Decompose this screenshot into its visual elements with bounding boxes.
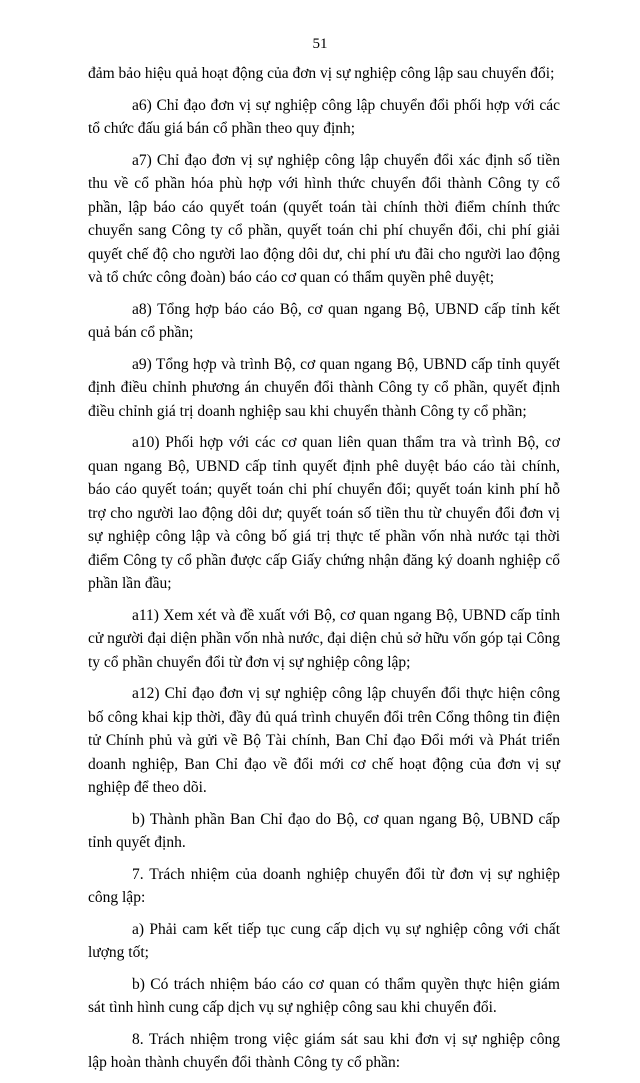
paragraph-a9: a9) Tổng hợp và trình Bộ, cơ quan ngang Bộ, UBND cấp tỉnh quyết định điều chỉnh phương án chuyển đổi thành Công ty cổ phần, quyết định điều chỉnh giá trị doanh nghiệp sau khi chuyển thành Công ty cổ phần; [88, 355, 560, 420]
page-number: 51 [312, 36, 328, 52]
paragraph-a12: a12) Chỉ đạo đơn vị sự nghiệp công lập chuyển đổi thực hiện công bố công khai kịp thời, đầy đủ quá trình chuyển đổi trên Cổng thông tin điện tử Chính phủ và gửi về Bộ Tài chính, Ban Chỉ đạo Đổi mới và Phát triển doanh nghiệp, Ban Chỉ đạo về đổi mới cơ chế hoạt động của đơn vị sự nghiệp để theo dõi. [88, 685, 560, 796]
paragraph-continuation: đảm bảo hiệu quả hoạt động của đơn vị sự nghiệp công lập sau chuyển đổi; [88, 65, 555, 82]
paragraph-7a: a) Phải cam kết tiếp tục cung cấp dịch vụ sự nghiệp công với chất lượng tốt; [88, 920, 560, 961]
paragraph-7b: b) Có trách nhiệm báo cáo cơ quan có thẩm quyền thực hiện giám sát tình hình cung cấp dịch vụ sự nghiệp công sau khi chuyển đổi. [88, 975, 560, 1016]
paragraph-b: b) Thành phần Ban Chỉ đạo do Bộ, cơ quan ngang Bộ, UBND cấp tỉnh quyết định. [88, 810, 560, 851]
paragraph-section-7: 7. Trách nhiệm của doanh nghiệp chuyển đổi từ đơn vị sự nghiệp công lập: [88, 865, 560, 906]
paragraph-a10: a10) Phối hợp với các cơ quan liên quan thẩm tra và trình Bộ, cơ quan ngang Bộ, UBND cấp tỉnh quyết định phê duyệt báo cáo tài chính, báo cáo quyết toán; quyết toán chi phí chuyển đổi; quyết toán kinh phí hỗ trợ cho người lao động dôi dư; quyết toán số tiền thu từ chuyển đổi đơn vị sự nghiệp công lập và công bố giá trị thực tế phần vốn nhà nước tại thời điểm Công ty cổ phần được cấp Giấy chứng nhận đăng ký doanh nghiệp cổ phần lần đầu; [88, 434, 560, 592]
paragraph-a8: a8) Tổng hợp báo cáo Bộ, cơ quan ngang Bộ, UBND cấp tỉnh kết quả bán cổ phần; [88, 300, 560, 341]
paragraph-a7: a7) Chỉ đạo đơn vị sự nghiệp công lập chuyển đổi xác định số tiền thu về cổ phần hóa phù hợp với hình thức chuyển đổi thành Công ty cổ phần, lập báo cáo quyết toán (quyết toán tài chính thời điểm chính thức chuyển sang Công ty cổ phần, quyết toán chi phí chuyển đổi, chi phí giải quyết chế độ cho người lao động dôi dư, chi phí ưu đãi cho người lao động và tổ chức công đoàn) báo cáo cơ quan có thẩm quyền phê duyệt; [88, 151, 560, 286]
paragraph-a11: a11) Xem xét và đề xuất với Bộ, cơ quan ngang Bộ, UBND cấp tỉnh cử người đại diện phần vốn nhà nước, đại diện chủ sở hữu vốn góp tại Công ty cổ phần chuyển đổi từ đơn vị sự nghiệp công lập; [88, 606, 560, 671]
document-body [88, 62, 560, 1083]
paragraph-section-8: 8. Trách nhiệm trong việc giám sát sau khi đơn vị sự nghiệp công lập hoàn thành chuyển đổi thành Công ty cổ phần: [88, 1030, 560, 1071]
paragraph-a6: a6) Chỉ đạo đơn vị sự nghiệp công lập chuyển đổi phối hợp với các tổ chức đấu giá bán cổ phần theo quy định; [88, 96, 560, 137]
